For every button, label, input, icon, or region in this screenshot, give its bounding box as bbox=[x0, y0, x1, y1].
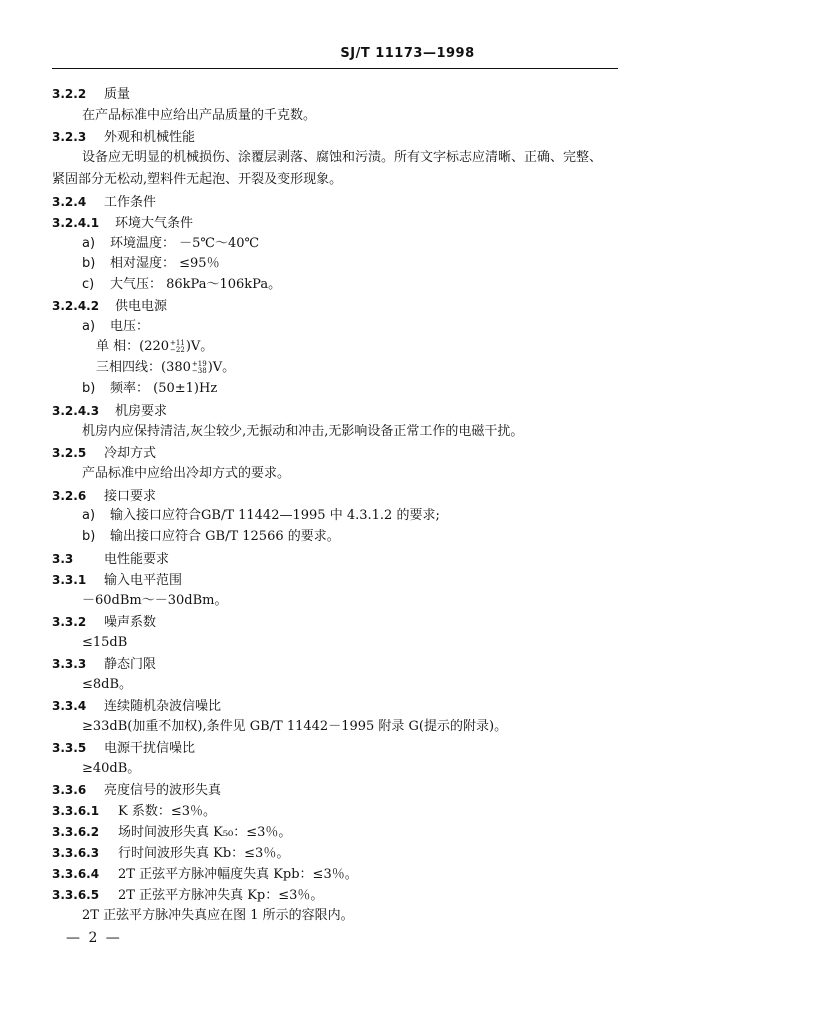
list-text: 频率： (50±1)Hz bbox=[110, 381, 218, 396]
voltage-line bbox=[96, 339, 213, 355]
section-number: 3.3.6.3 bbox=[52, 846, 100, 860]
section-heading bbox=[52, 887, 323, 904]
section-title: 机房要求 bbox=[115, 404, 168, 419]
section-number: 3.3.3 bbox=[52, 657, 87, 671]
section-heading bbox=[52, 824, 291, 841]
section-title: 2T 正弦平方脉冲失真 Kp：≤3％。 bbox=[118, 888, 324, 903]
section-title: 2T 正弦平方脉冲幅度失真 Kpb：≤3％。 bbox=[118, 867, 358, 882]
section-heading bbox=[52, 445, 156, 462]
list-text: 输入接口应符合GB/T 11442—1995 中 4.3.1.2 的要求; bbox=[110, 508, 440, 523]
section-number: 3.3.5 bbox=[52, 741, 87, 755]
section-title: 行时间波形失真 Kb：≤3％。 bbox=[118, 846, 290, 861]
section-number: 3.2.4.1 bbox=[52, 216, 100, 230]
section-number: 3.3.6.5 bbox=[52, 888, 100, 902]
section-heading bbox=[52, 215, 193, 232]
section-heading bbox=[52, 782, 221, 799]
section-title: 场时间波形失真 K₅₀：≤3％。 bbox=[118, 825, 292, 840]
section-number: 3.2.4.3 bbox=[52, 404, 100, 418]
paragraph: 产品标准中应给出冷却方式的要求。 bbox=[82, 466, 291, 481]
paragraph: 在产品标准中应给出产品质量的千克数。 bbox=[82, 108, 317, 123]
section-number: 3.2.3 bbox=[52, 130, 87, 144]
voltage-label: 单 相： bbox=[96, 339, 140, 354]
paragraph: 机房内应保持清洁,灰尘较少,无振动和冲击,无影响设备正常工作的电磁干扰。 bbox=[82, 424, 524, 439]
section-heading bbox=[52, 572, 182, 589]
section-title: 环境大气条件 bbox=[115, 216, 194, 231]
section-number: 3.3.6.4 bbox=[52, 867, 100, 881]
tolerance-lower: −22 bbox=[170, 345, 185, 354]
section-heading bbox=[52, 740, 195, 757]
section-heading bbox=[52, 129, 195, 146]
voltage-tolerance bbox=[170, 340, 185, 354]
section-number: 3.3.2 bbox=[52, 615, 87, 629]
section-number: 3.3.6.1 bbox=[52, 804, 100, 818]
voltage-unit: )V。 bbox=[207, 360, 236, 375]
list-marker: b) bbox=[82, 529, 96, 544]
list-text: 电压： bbox=[110, 319, 150, 334]
section-title: K 系数：≤3％。 bbox=[118, 804, 217, 819]
section-heading bbox=[52, 298, 167, 315]
list-item bbox=[82, 256, 220, 272]
list-text: 输出接口应符合 GB/T 12566 的要求。 bbox=[110, 529, 340, 544]
page-number: — 2 — bbox=[66, 930, 122, 946]
section-title: 工作条件 bbox=[104, 195, 157, 210]
tolerance-upper: +19 bbox=[191, 359, 207, 368]
header-rule bbox=[52, 68, 618, 69]
voltage-tolerance bbox=[192, 361, 207, 375]
section-heading bbox=[52, 614, 156, 631]
paragraph: 设备应无明显的机械损伤、涂覆层剥落、腐蚀和污渍。所有文字标志应清晰、正确、完整、 bbox=[82, 150, 603, 165]
voltage-base: (220 bbox=[139, 339, 170, 354]
document-header: SJ/T 11173—1998 bbox=[340, 46, 475, 61]
section-title: 连续随机杂波信噪比 bbox=[104, 699, 222, 714]
tolerance-upper: +11 bbox=[170, 338, 185, 347]
section-title: 冷却方式 bbox=[104, 446, 157, 461]
section-heading bbox=[52, 698, 221, 715]
list-item bbox=[82, 277, 281, 293]
list-marker: b) bbox=[82, 381, 96, 396]
paragraph: ≤8dB。 bbox=[82, 677, 133, 692]
section-title: 电性能要求 bbox=[104, 552, 170, 567]
section-number: 3.2.2 bbox=[52, 87, 87, 101]
list-item bbox=[82, 508, 440, 524]
list-marker: c) bbox=[82, 277, 95, 292]
list-item bbox=[82, 529, 340, 545]
section-heading bbox=[52, 656, 156, 673]
section-title: 亮度信号的波形失真 bbox=[104, 783, 222, 798]
section-number: 3.3.6.2 bbox=[52, 825, 100, 839]
list-item bbox=[82, 236, 259, 252]
section-title: 质量 bbox=[104, 87, 131, 102]
section-title: 噪声系数 bbox=[104, 615, 157, 630]
section-number: 3.3.6 bbox=[52, 783, 87, 797]
list-item bbox=[82, 319, 149, 335]
section-heading bbox=[52, 551, 169, 568]
section-number: 3.2.5 bbox=[52, 446, 87, 460]
section-title: 接口要求 bbox=[104, 489, 157, 504]
section-heading bbox=[52, 86, 130, 103]
section-heading bbox=[52, 803, 216, 820]
list-text: 大气压： 86kPa～106kPa。 bbox=[110, 277, 282, 292]
paragraph: ≥33dB(加重不加权),条件见 GB/T 11442－1995 附录 G(提示的附录)。 bbox=[82, 719, 508, 734]
list-marker: a) bbox=[82, 508, 96, 523]
section-title: 输入电平范围 bbox=[104, 573, 183, 588]
section-title: 外观和机械性能 bbox=[104, 130, 196, 145]
list-marker: a) bbox=[82, 319, 96, 334]
section-heading bbox=[52, 845, 289, 862]
paragraph: ≤15dB bbox=[82, 635, 128, 650]
section-number: 3.2.4 bbox=[52, 195, 87, 209]
voltage-line bbox=[96, 360, 235, 376]
section-title: 静态门限 bbox=[104, 657, 157, 672]
voltage-label: 三相四线： bbox=[96, 360, 162, 375]
voltage-unit: )V。 bbox=[185, 339, 214, 354]
list-text: 环境温度： －5℃～40℃ bbox=[110, 236, 260, 251]
paragraph: 紧固部分无松动,塑料件无起泡、开裂及变形现象。 bbox=[52, 172, 343, 187]
list-text: 相对湿度： ≤95％ bbox=[110, 256, 220, 271]
section-heading bbox=[52, 194, 156, 211]
section-number: 3.2.6 bbox=[52, 489, 87, 503]
list-marker: a) bbox=[82, 236, 96, 251]
section-number: 3.3.1 bbox=[52, 573, 87, 587]
section-heading bbox=[52, 488, 156, 505]
section-number: 3.3.4 bbox=[52, 699, 87, 713]
section-title: 电源干扰信噪比 bbox=[104, 741, 196, 756]
tolerance-lower: −38 bbox=[191, 366, 207, 375]
voltage-base: (380 bbox=[161, 360, 191, 375]
paragraph: 2T 正弦平方脉冲失真应在图 1 所示的容限内。 bbox=[82, 908, 354, 923]
section-number: 3.3 bbox=[52, 552, 74, 566]
paragraph: －60dBm～－30dBm。 bbox=[82, 593, 228, 608]
section-heading bbox=[52, 866, 358, 883]
list-item bbox=[82, 381, 217, 397]
section-title: 供电电源 bbox=[115, 299, 168, 314]
paragraph: ≥40dB。 bbox=[82, 761, 141, 776]
list-marker: b) bbox=[82, 256, 96, 271]
section-heading bbox=[52, 403, 167, 420]
section-number: 3.2.4.2 bbox=[52, 299, 100, 313]
